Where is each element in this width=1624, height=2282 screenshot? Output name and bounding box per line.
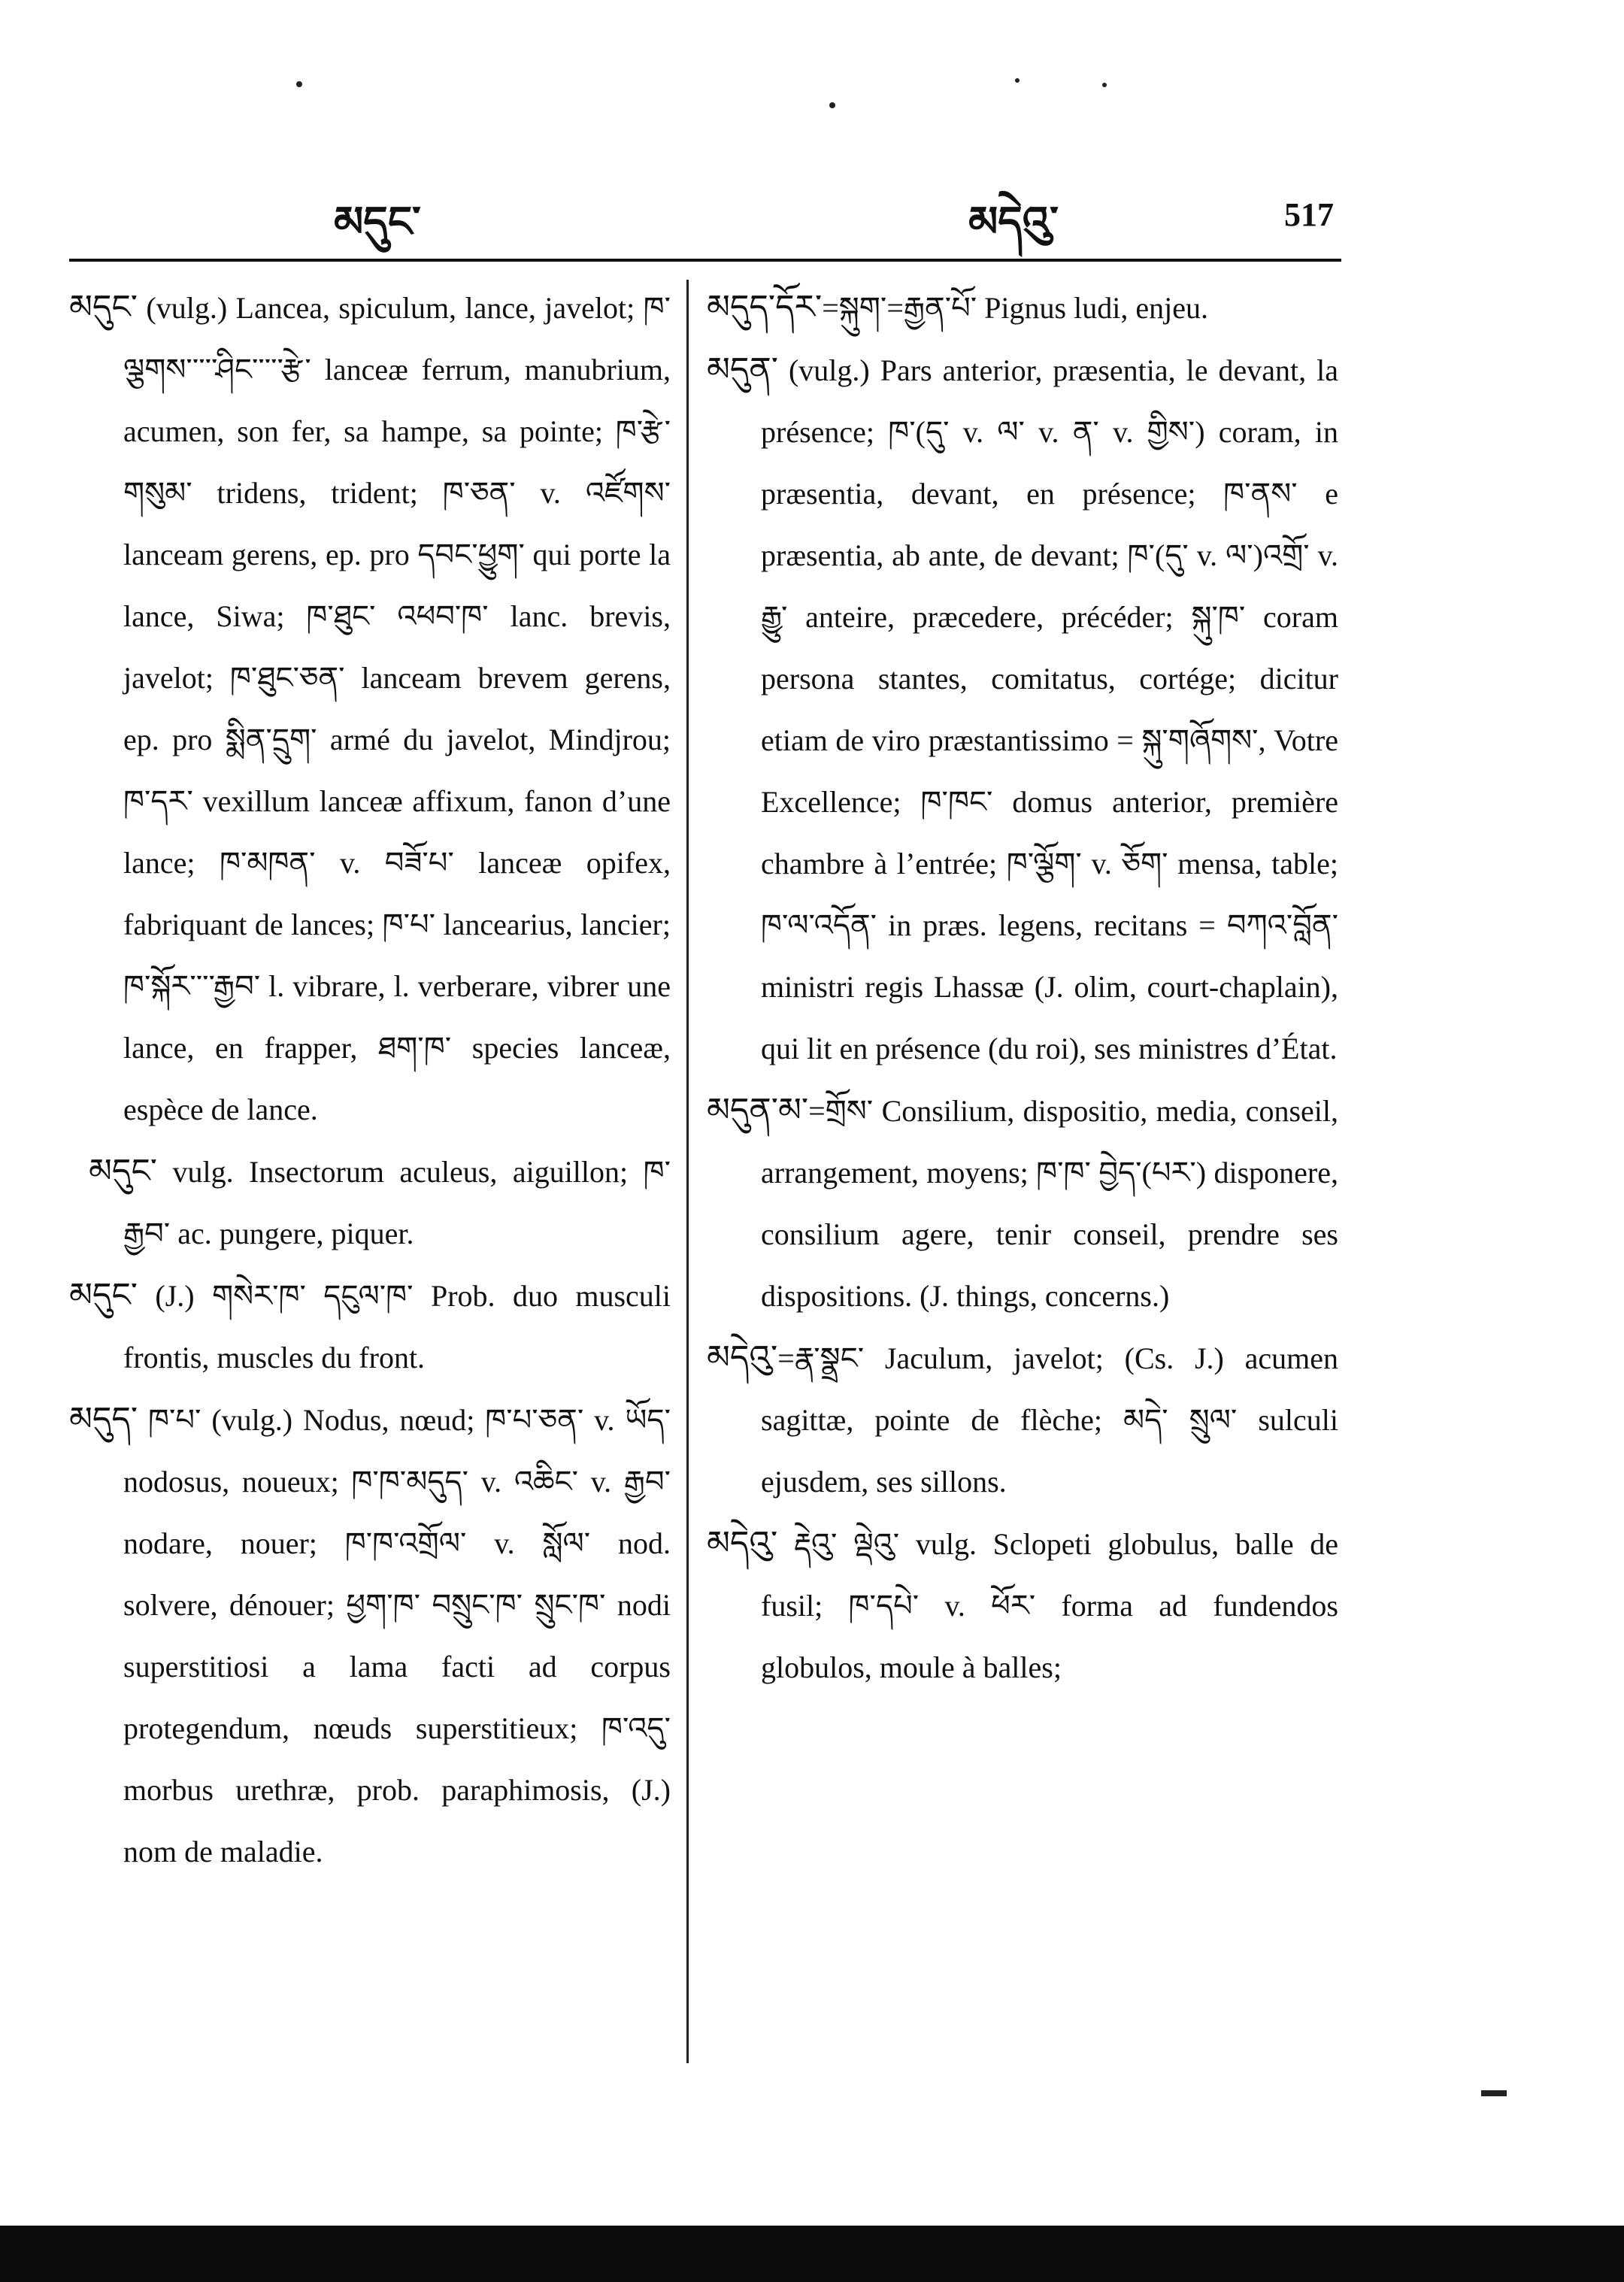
left-column — [69, 277, 671, 1883]
entry-text: =སྐུག་=རྒྱན་པོ་ Pignus ludi, enjeu. — [822, 291, 1208, 325]
entry-text: རྡེའུ་ ལྡེའུ་ vulg. Sclopeti globulus, balle de fusil; ཁ་དཔེ་ v. ཕོར་ forma ad fundendos globulos, moule à balles; — [761, 1527, 1338, 1684]
entry-text: ཁ་པ་ (vulg.) Nodus, nœud; ཁ་པ་ཅན་ v. ཡོད་ nodosus, noueux; ཁ་ཁ་མདུད་ v. འཆིང་ v. རྒྱབ་ nodare, nouer; ཁ་ཁ་འགྲོལ་ v. སློལ་ nod. solvere, dénouer; ཕྱག་ཁ་ བསྲུང་ཁ་ སྲུང་ཁ་ nodi superstitiosi a lama facti ad corpus protegendum, nœuds superstitieux; ཁ་འདུ་ morbus urethræ, prob. paraphimosis, (J.) nom de maladie. — [123, 1403, 671, 1868]
dictionary-entry — [707, 1327, 1338, 1513]
running-head-left: མདུང་ — [334, 198, 421, 247]
page-number: 517 — [1284, 196, 1334, 233]
entry-headword: མདུན་ — [707, 350, 778, 389]
entry-headword: མདུང་ — [69, 288, 138, 326]
entry-headword: མདུད་དོར་ — [707, 288, 823, 326]
scan-speck — [829, 102, 835, 108]
dictionary-entry — [707, 339, 1338, 1080]
entry-text: (J.) གསེར་ཁ་ དངུལ་ཁ་ Prob. duo musculi frontis, muscles du front. — [123, 1279, 671, 1374]
scan-mark — [1481, 2090, 1507, 2096]
entry-text: =རྣ་སྣྲང་ Jaculum, javelot; (Cs. J.) acumen sagittæ, pointe de flèche; མདེ་ སྲུལ་ sulculi ejusdem, ses sillons. — [761, 1341, 1338, 1499]
entry-text: (vulg.) Lancea, spiculum, lance, javelot; ཁ་ལྕགས་་་་་ཤིང་་་་་རྩེ་ lanceæ ferrum, manubrium, acumen, son fer, sa hampe, sa pointe; ཁ་རྩེ་གསུམ་ tridens, trident; ཁ་ཅན་ v. འཛོགས་ lanceam gerens, ep. pro དབང་ཕྱུག་ qui porte la lance, Siwa; ཁ་ཐུང་ འཕབ་ཁ་ lanc. brevis, javelot; ཁ་ཐུང་ཅན་ lanceam brevem gerens, ep. pro སྨིན་དྲུག་ armé du javelot, Mindjrou; ཁ་དར་ vexillum lanceæ affixum, fanon d’une lance; ཁ་མཁན་ v. བཟོ་པ་ lanceæ opifex, fabriquant de lances; ཁ་པ་ lancearius, lancier; ཁ་སྐོར་་་་རྒྱབ་ l. vibrare, l. verberare, vibrer une lance, en frapper, ཐག་ཁ་ species lanceæ, espèce de lance. — [123, 291, 671, 1126]
entry-text: =གྲོས་ Consilium, dispositio, media, conseil, arrangement, moyens; ཁ་ཁ་ བྱེད་(པར་) disponere, consilium agere, tenir conseil, prendre ses dispositions. (J. things, concerns.) — [761, 1094, 1338, 1313]
column-divider — [686, 280, 689, 2063]
scan-speck — [1102, 83, 1107, 87]
entry-headword: མདུན་མ་ — [707, 1091, 809, 1129]
entry-headword: མདུད་ — [69, 1400, 138, 1438]
scan-speck — [1015, 78, 1020, 83]
dictionary-entry — [69, 1265, 671, 1389]
running-head-right: མདེའུ་ — [968, 198, 1059, 247]
entry-text: vulg. Insectorum aculeus, aiguillon; ཁ་རྒྱབ་ ac. pungere, piquer. — [123, 1155, 671, 1250]
entry-headword: མདེའུ་ — [707, 1524, 778, 1562]
dictionary-entry — [69, 1141, 671, 1265]
header-rule — [69, 259, 1341, 262]
dictionary-entry — [69, 1389, 671, 1883]
dictionary-entry — [707, 1513, 1338, 1699]
entry-headword: མདེའུ་ — [707, 1338, 778, 1377]
dictionary-entry — [707, 1080, 1338, 1327]
entry-headword: མདུང་ — [69, 1276, 138, 1314]
dictionary-entry — [69, 277, 671, 1141]
scan-speck — [296, 81, 302, 87]
entry-headword: མདུང་ — [89, 1152, 157, 1190]
right-column — [707, 277, 1338, 1699]
dictionary-entry — [707, 277, 1338, 339]
entry-text: (vulg.) Pars anterior, præsentia, le devant, la présence; ཁ་(དུ་ v. ལ་ v. ན་ v. གྱིས་) coram, in præsentia, devant, en présence; ཁ་ནས་ e præsentia, ab ante, de devant; ཁ་(དུ་ v. ལ་)འགྲོ་ v. རྒྱུ་ anteire, præcedere, précéder; སྐུ་ཁ་ coram persona stantes, comitatus, cortége; dicitur etiam de viro præstantissimo = སྐུ་གཞོགས་, Votre Excellence; ཁ་ཁང་ domus anterior, première chambre à l’entrée; ཁ་ལྕོག་ v. ཅོག་ mensa, table; ཁ་ལ་འདོན་ in præs. legens, recitans = བཀའ་བློན་ ministri regis Lhassæ (J. olim, court-chaplain), qui lit en présence (du roi), ses ministres d’État. — [761, 353, 1338, 1065]
scan-border — [0, 2226, 1624, 2282]
